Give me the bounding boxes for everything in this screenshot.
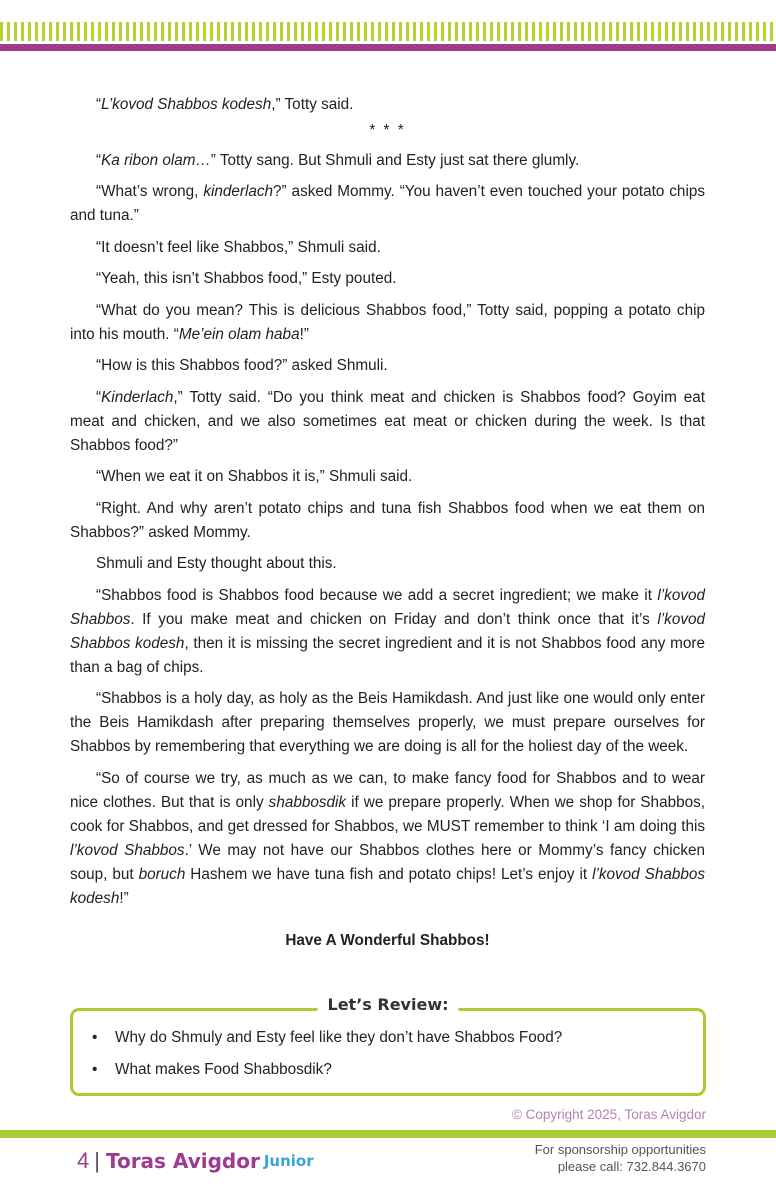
brand-logo-text: Toras Avigdor — [105, 1149, 260, 1173]
story-paragraph — [70, 299, 705, 347]
top-tick-border — [0, 22, 776, 41]
story-paragraph — [70, 767, 705, 911]
sponsorship-phone: please call: 732.844.3670 — [557, 1159, 706, 1174]
review-title: Let’s Review: — [318, 995, 459, 1014]
text-run: ,” Totty said. “Do you think meat and chicken is Shabbos food? Goyim eat meat and chicken, and we also sometimes eat meat or chicken during the week. Is that Shabbos food?” — [70, 388, 705, 454]
copyright-notice: © Copyright 2025, Toras Avigdor — [511, 1107, 706, 1122]
text-run: !” — [119, 889, 129, 907]
bottom-green-bar — [0, 1130, 776, 1138]
bullet-icon: • — [92, 1029, 98, 1046]
review-item-text: Why do Shmuly and Esty feel like they don’t have Shabbos Food? — [115, 1029, 563, 1046]
story-paragraph — [70, 236, 705, 260]
text-run: “What’s wrong, — [96, 183, 204, 200]
text-run: Shmuli and Esty thought about this. — [96, 555, 337, 572]
story-paragraph — [70, 497, 705, 545]
text-run: “What do you mean? This is delicious Shabbos food,” Totty said, popping a potato chip into his mouth. “ — [70, 301, 705, 343]
text-run: ,” Totty said. — [271, 96, 354, 113]
text-run: “ — [96, 388, 102, 406]
scene-break — [70, 119, 705, 143]
story-paragraph — [70, 465, 705, 489]
story-body — [70, 93, 705, 960]
italic-phrase: l’kovod Shabbos — [70, 586, 705, 628]
story-paragraph — [70, 180, 705, 228]
closing-line: Have A Wonderful Shabbos! — [285, 931, 490, 949]
footer-separator: | — [94, 1148, 100, 1173]
bullet-icon: • — [92, 1061, 98, 1078]
story-paragraph — [70, 552, 705, 576]
text-run: .’ We may not have our Shabbos clothes here or Mommy’s fancy chicken soup, but — [70, 841, 705, 883]
text-run: “Right. And why aren’t potato chips and tuna fish Shabbos food when we eat them on Shabbos?” asked Mommy. — [70, 499, 705, 541]
story-paragraph — [70, 93, 705, 117]
review-item — [89, 1028, 679, 1048]
brand-sub-logo-text: Junior — [263, 1152, 314, 1170]
text-run: “So of course we try, as much as we can, to make fancy food for Shabbos and to wear nice clothes. But that is only — [70, 769, 705, 811]
text-run: Hashem we have tuna fish and potato chips! Let’s enjoy it — [185, 865, 593, 883]
review-list — [89, 1028, 679, 1092]
story-paragraph — [70, 149, 705, 173]
story-paragraph — [70, 267, 705, 291]
sponsorship-info — [535, 1141, 706, 1175]
italic-phrase: boruch — [138, 865, 186, 883]
text-run: “Yeah, this isn’t Shabbos food,” Esty pouted. — [96, 270, 397, 287]
text-run: “Shabbos food is Shabbos food because we add a secret ingredient; we make it — [96, 586, 658, 604]
text-run: . If you make meat and chicken on Friday and don’t think once that it’s — [130, 610, 658, 628]
text-run: ” Totty sang. But Shmuli and Esty just sat there glumly. — [210, 151, 580, 169]
text-run: , then it is missing the secret ingredient and it is not Shabbos food any more than a bag of chips. — [70, 634, 705, 676]
italic-phrase: l’kovod Shabbos — [70, 841, 185, 859]
text-run: “ — [96, 151, 102, 169]
story-paragraph — [70, 386, 705, 458]
italic-phrase: Ka ribon olam… — [101, 151, 211, 169]
story-paragraph — [70, 354, 705, 378]
footer-branding — [77, 1146, 314, 1176]
story-paragraph — [70, 687, 705, 759]
italic-phrase: l’kovod Shabbos kodesh — [70, 610, 705, 652]
review-item — [89, 1060, 679, 1080]
italic-phrase: l’kovod Shabbos kodesh — [70, 865, 705, 907]
review-item-text: What makes Food Shabbosdik? — [115, 1061, 332, 1078]
text-run: ?” asked Mommy. “You haven’t even touched your potato chips and tuna.” — [70, 183, 705, 224]
top-purple-bar — [0, 44, 776, 51]
review-box — [70, 995, 706, 1096]
italic-phrase: kinderlach — [203, 183, 274, 200]
text-run: !” — [299, 325, 309, 343]
text-run: if we prepare properly. When we shop for Shabbos, cook for Shabbos, and get dressed for Shabbos, we MUST remember to think ‘I am doing this — [70, 793, 705, 835]
text-run: “It doesn’t feel like Shabbos,” Shmuli said. — [96, 238, 381, 256]
page-number: 4 — [77, 1148, 90, 1173]
italic-phrase: Kinderlach — [101, 388, 174, 406]
italic-phrase: shabbosdik — [268, 793, 347, 811]
text-run: “When we eat it on Shabbos it is,” Shmuli said. — [96, 468, 413, 485]
text-run: * * * — [369, 121, 406, 139]
story-paragraph — [70, 584, 705, 680]
text-run: “Shabbos is a holy day, as holy as the Beis Hamikdash. And just like one would only enter the Beis Hamikdash after preparing themselves properly, we must prepare ourselves for Shabbos by remembering that everything we are doing is all for the holiest day of the week. — [70, 690, 705, 755]
text-run: “How is this Shabbos food?” asked Shmuli. — [96, 357, 388, 374]
story-paragraphs — [70, 93, 705, 911]
italic-phrase: Me’ein olam haba — [178, 325, 300, 343]
italic-phrase: L’kovod Shabbos kodesh — [101, 96, 272, 113]
text-run: “ — [96, 96, 102, 113]
sponsorship-line: For sponsorship opportunities — [534, 1142, 706, 1157]
